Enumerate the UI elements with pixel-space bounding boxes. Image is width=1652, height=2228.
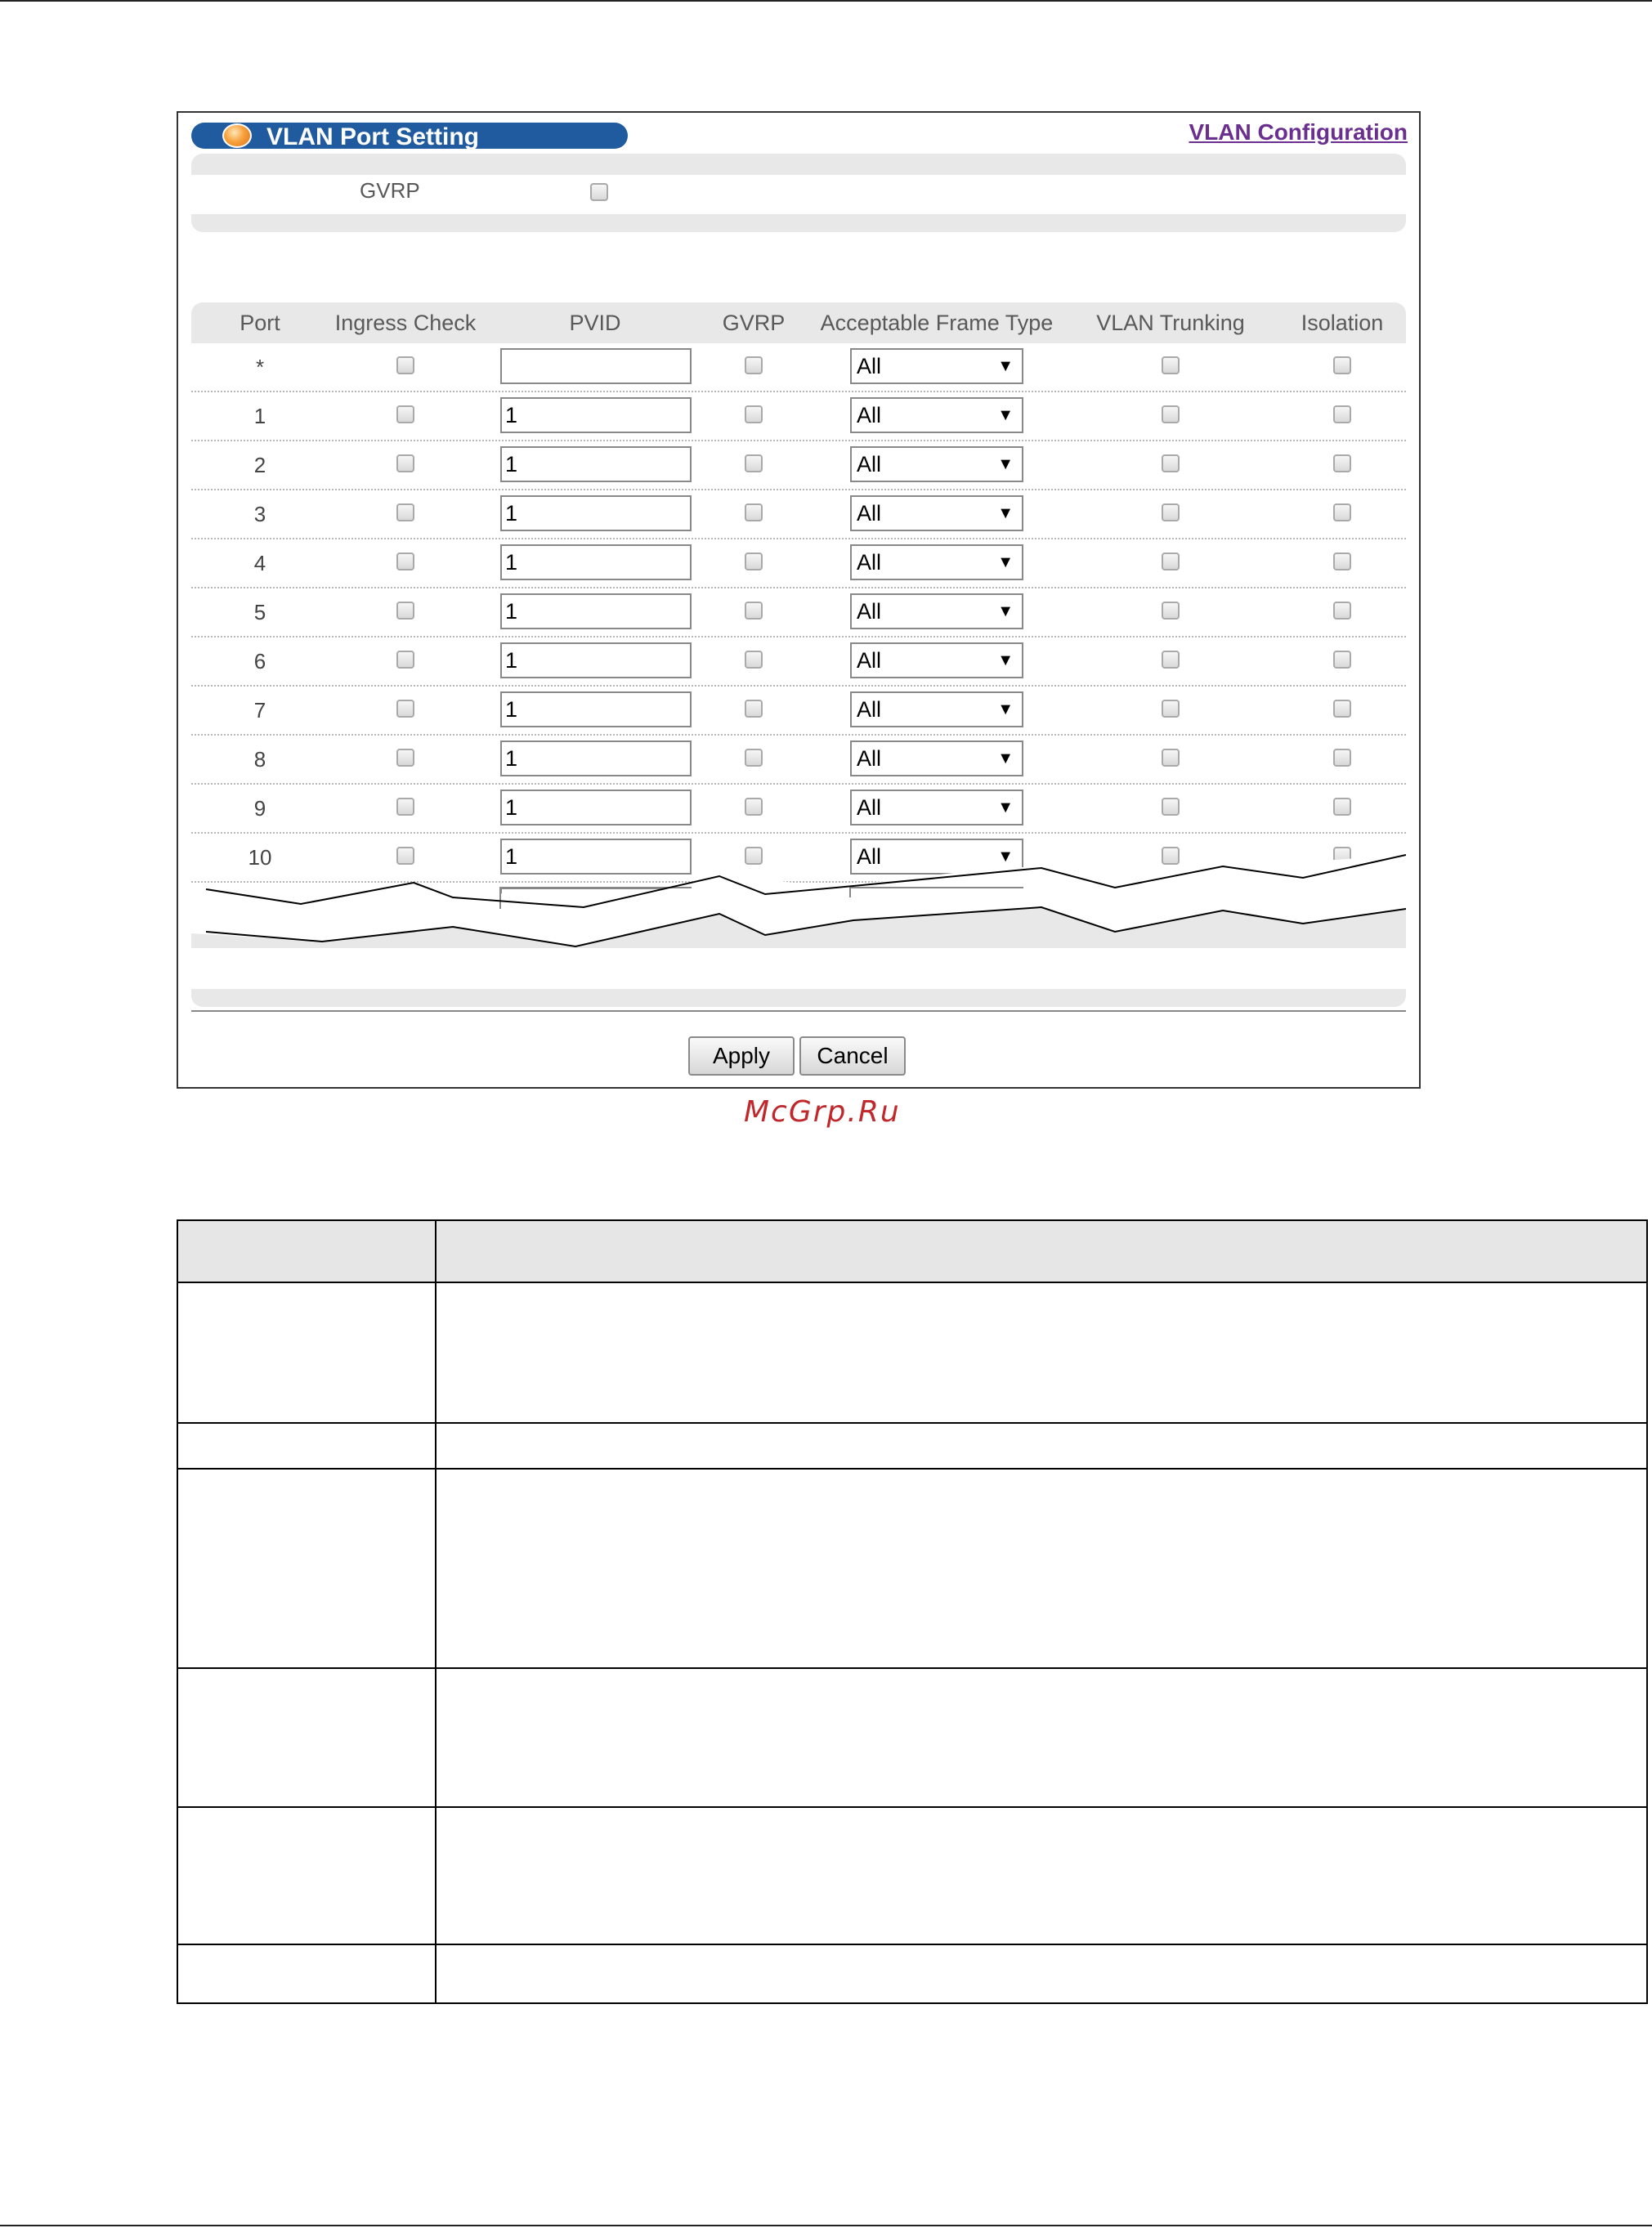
dropdown-arrow-icon: ▼ xyxy=(997,848,1014,866)
dropdown-arrow-icon: ▼ xyxy=(997,700,1014,718)
frame-type-value: All xyxy=(857,795,882,820)
port-column-header: Port xyxy=(240,311,280,335)
port-number: * xyxy=(255,355,265,379)
description-table xyxy=(177,1219,1648,2004)
ingress-check-column-header: Ingress Check xyxy=(334,311,477,335)
vlan-trunking-column-header: VLAN Trunking xyxy=(1096,311,1245,335)
dropdown-arrow-icon: ▼ xyxy=(997,602,1014,620)
port-number: 1 xyxy=(253,404,266,428)
dropdown-arrow-icon: ▼ xyxy=(997,749,1014,767)
frame-type-value: All xyxy=(857,648,882,673)
port-number: 8 xyxy=(253,747,266,772)
row-divider xyxy=(178,1422,1646,1424)
pvid-column-header: PVID xyxy=(569,311,621,335)
pvid-input[interactable]: 1 xyxy=(500,740,692,776)
pvid-input[interactable]: 1 xyxy=(500,593,692,629)
gvrp-column-header: GVRP xyxy=(722,311,786,335)
row-divider xyxy=(178,1667,1646,1669)
frame-type-value: All xyxy=(857,550,882,575)
port-number: 7 xyxy=(253,698,266,723)
dropdown-arrow-icon: ▼ xyxy=(997,504,1014,522)
port-number: 5 xyxy=(253,600,266,624)
row-divider xyxy=(178,1944,1646,1945)
pvid-input[interactable]: 1 xyxy=(500,839,692,875)
port-table xyxy=(191,302,1406,1007)
description-table-header xyxy=(178,1221,1646,1283)
pvid-input[interactable]: 1 xyxy=(500,544,692,580)
frame-type-value: All xyxy=(857,452,882,476)
vlan-port-setting-screenshot xyxy=(177,111,1421,1089)
frame-type-column-header: Acceptable Frame Type xyxy=(820,311,1054,335)
port-number: 6 xyxy=(253,649,266,673)
isolation-column-header: Isolation xyxy=(1301,311,1384,335)
frame-type-value: All xyxy=(857,697,882,722)
dropdown-arrow-icon: ▼ xyxy=(997,651,1014,669)
orb-icon xyxy=(222,123,252,148)
gvrp-section xyxy=(191,154,1406,232)
gvrp-global-label: GVRP xyxy=(360,178,420,203)
divider xyxy=(191,1010,1406,1012)
port-number: 10 xyxy=(248,845,272,870)
pvid-input[interactable]: 1 xyxy=(500,397,692,433)
frame-type-value: All xyxy=(857,599,882,624)
row-divider xyxy=(178,1468,1646,1470)
dropdown-arrow-icon: ▼ xyxy=(997,799,1014,816)
frame-type-value: All xyxy=(857,746,882,771)
bottom-page-rule xyxy=(0,2225,1652,2226)
table-break-mark xyxy=(191,302,1406,1007)
port-number: 9 xyxy=(253,796,266,821)
port-number: 2 xyxy=(253,453,266,477)
dropdown-arrow-icon: ▼ xyxy=(997,455,1014,473)
apply-button[interactable]: Apply xyxy=(688,1036,795,1076)
cancel-button[interactable]: Cancel xyxy=(799,1036,906,1076)
watermark: McGrp.Ru xyxy=(744,1095,901,1129)
pvid-input[interactable]: 1 xyxy=(500,446,692,482)
frame-type-value: All xyxy=(857,844,882,869)
pvid-input[interactable]: 1 xyxy=(500,790,692,825)
column-divider xyxy=(435,1221,437,2002)
title-bar xyxy=(191,123,628,149)
vlan-configuration-link[interactable]: VLAN Configuration xyxy=(1189,119,1408,145)
pvid-input[interactable]: 1 xyxy=(500,495,692,531)
gvrp-global-checkbox[interactable] xyxy=(590,183,608,201)
dropdown-arrow-icon: ▼ xyxy=(997,406,1014,424)
port-number: 4 xyxy=(253,551,266,575)
frame-type-value: All xyxy=(857,403,882,427)
dropdown-arrow-icon: ▼ xyxy=(997,553,1014,571)
frame-type-value: All xyxy=(857,501,882,526)
pvid-input[interactable]: 1 xyxy=(500,691,692,727)
port-number: 3 xyxy=(253,502,266,526)
row-divider xyxy=(178,1806,1646,1808)
top-page-rule xyxy=(0,0,1652,2)
dropdown-arrow-icon: ▼ xyxy=(997,357,1014,375)
page-title: VLAN Port Setting xyxy=(266,123,479,149)
frame-type-value: All xyxy=(857,354,882,378)
pvid-input[interactable]: 1 xyxy=(500,642,692,678)
